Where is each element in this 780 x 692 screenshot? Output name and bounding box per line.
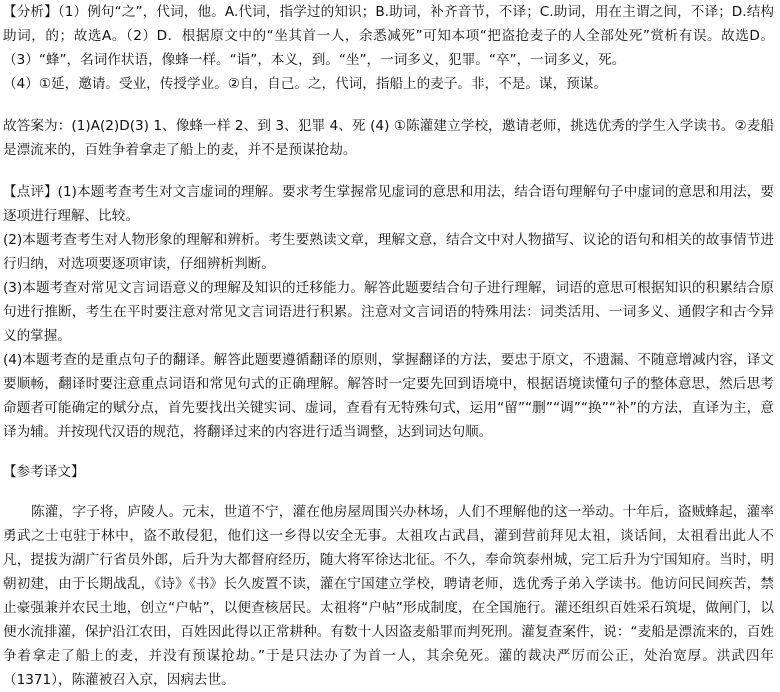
answer-section bbox=[3, 114, 774, 162]
translation-tag: 【参考译文】 bbox=[3, 464, 85, 480]
answer-text: 故答案为：(1)A(2)D(3) 1、像蜂一样 2、到 3、犯罪 4、死 (4) ①陈灌建立学校，邀请老师，挑选优秀的学生入学读书。②麦船是漂流来的，百姓争着拿走了船上的麦，并不是预谋抢劫。 bbox=[3, 118, 774, 158]
translation-text: 陈灌，字子将，庐陵人。元末，世道不宁，灌在他房屋周围兴办林场，人们不理解他的这一举动。十年后，盗贼蜂起，灌率勇武之士屯驻于林中，盗不敢侵犯，他们这一乡得以安全无事。太祖攻占武昌，灌到营前拜见太祖，谈话间，太祖看出此人不凡，提拔为湖广行省员外郎，后升为大都督府经历，随大将军徐达北征。不久，奉命筑泰州城，完工后升为宁国知府。当时，明朝初建，由于长期战乱，《诗》《书》长久废置不读，灌在宁国建立学校，聘请老师，选优秀子弟入学读书。他访问民间疾苦，禁止豪强兼并农民土地，创立“户帖”，以便查核居民。太祖将“户帖”形成制度，在全国施行。灌还组织百姓采石筑堤，做闸门，以便水流排灌，保护沿江农田，百姓因此得以正常耕种。有数十人因盗麦船罪而判死刑。灌复查案件，说：“麦船是漂流来的，百姓争着拿走了船上的麦，并没有预谋抢劫。”于是只法办了为首一人，其余免死。灌的裁决严厉而公正，处治宽厚。洪武四年（1371），陈灌被召入京，因病去世。 bbox=[3, 504, 774, 688]
comment-text-4: (4)本题考查的是重点句子的翻译。解答此题要遵循翻译的原则，掌握翻译的方法，要忠于原文，不遗漏、不随意增减内容，译文要顺畅，翻译时要注意重点词语和常见句式的正确理解。解答时一定要先回到语境中，根据语境读懂句子的整体意思，然后思考命题者可能确定的赋分点，首先要找出关键实词、虚词，查看有无特殊句式，运用“留”“删”“调”“换”“补”的方法，直译为主，意译为辅。并按现代汉语的规范，将翻译过来的内容进行适当调整，达到词达句顺。 bbox=[3, 352, 774, 440]
analysis-text-2: （4）①延，邀请。受业，传授学业。②自，自己。之，代词，指船上的麦子。非，不是。谋，预谋。 bbox=[3, 76, 607, 92]
comment-paragraph bbox=[3, 180, 774, 228]
analysis-paragraph bbox=[3, 0, 774, 72]
comment-tag: 【点评】 bbox=[3, 184, 58, 200]
spacer bbox=[3, 444, 774, 460]
spacer bbox=[3, 162, 774, 180]
comment-text-2: (2)本题考查考生对人物形象的理解和辨析。考生要熟读文章，理解文意，结合文中对人物描写、议论的语句和相关的故事情节进行归纳，对选项要逐项审读，仔细辨析判断。 bbox=[3, 232, 774, 272]
translation-section bbox=[3, 460, 774, 692]
analysis-tag: 【分析】 bbox=[3, 4, 58, 20]
comment-text-1: (1)本题考查考生对文言虚词的理解。要求考生掌握常见虚词的意思和用法，结合语句理解句子中虚词的意思和用法，要逐项进行理解、比较。 bbox=[3, 184, 774, 224]
spacer bbox=[3, 484, 774, 500]
analysis-text-1: （1）例句“之”，代词，他。A.代词，指学过的知识；B.助词，补齐音节，不译；C.助词，用在主谓之间，不译；D.结构助词，的；故选A。（2）D．根据原文中的“坐其首一人，余悉减死”可知本项“把盗抢麦子的人全部处死”赏析有误。故选D。（3）“蜂”，名词作状语，像蜂一样。“诣”，本义，到。“坐”，一词多义，犯罪。“卒”，一词多义，死。 bbox=[3, 4, 775, 68]
analysis-section bbox=[3, 0, 774, 96]
spacer bbox=[3, 96, 774, 114]
comment-section bbox=[3, 180, 774, 444]
comment-text-3: (3)本题考查对常见文言词语意义的理解及知识的迁移能力。解答此题要结合句子进行理解，词语的意思可根据知识的积累结合原句进行推断，考生在平时要注意对常见文言词语进行积累。注意对文言词语的特殊用法：词类活用、一词多义、通假字和古今异义的掌握。 bbox=[3, 280, 774, 344]
